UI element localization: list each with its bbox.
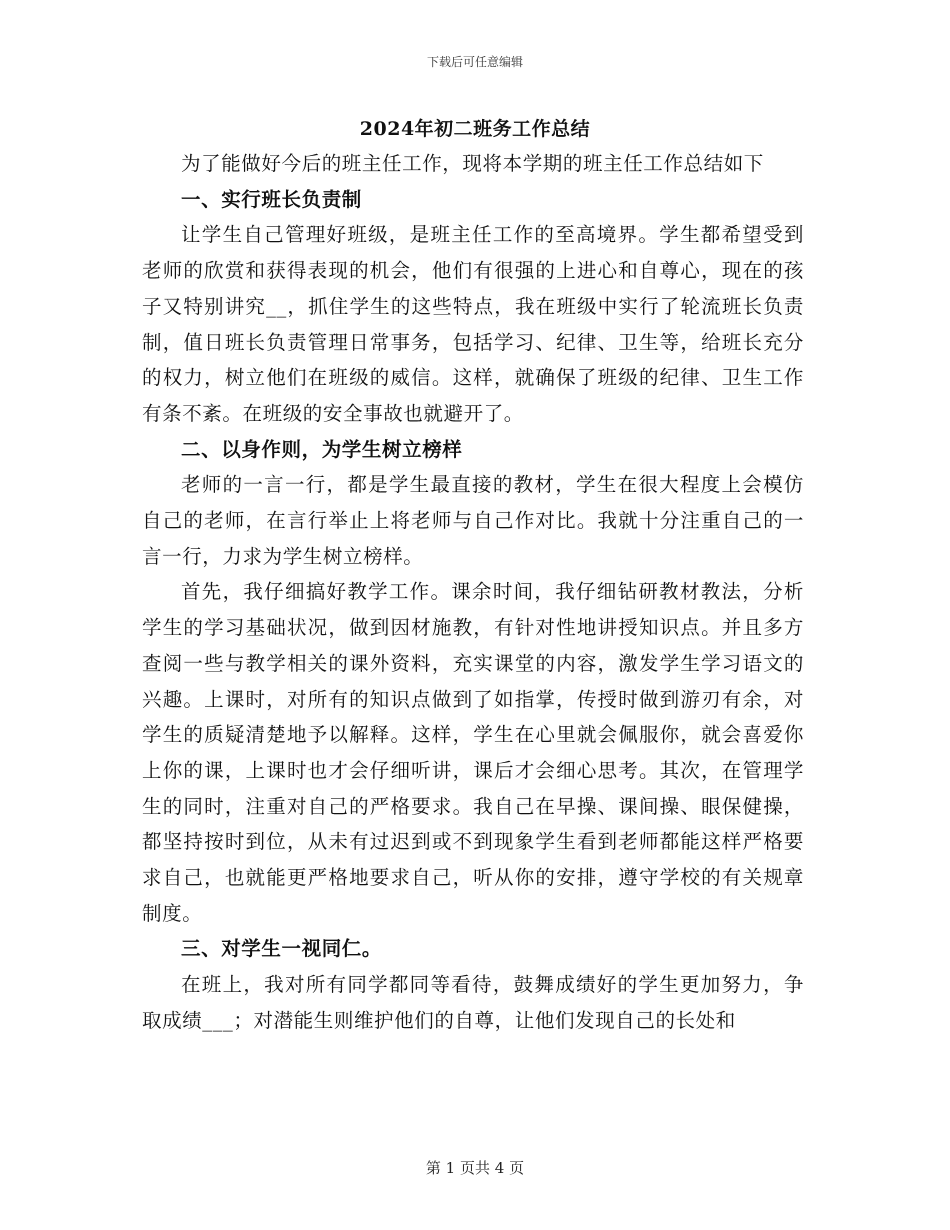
section-1-paragraph-1: 让学生自己管理好班级，是班主任工作的至高境界。学生都希望受到老师的欣赏和获得表现的机会，他们有很强的上进心和自尊心，现在的孩子又特别讲究__，抓住学生的这些特点，我在班级中实行了轮流班长负责制，值日班长负责管理日常事务，包括学习、纪律、卫生等，给班长充分的权力，树立他们在班级的威信。这样，就确保了班级的纪律、卫生工作有条不紊。在班级的安全事故也就避开了。	[142, 223, 804, 425]
section-2-paragraph-2: 首先，我仔细搞好教学工作。课余时间，我仔细钻研教材教法，分析学生的学习基础状况，做到因材施教，有针对性地讲授知识点。并且多方查阅一些与教学相关的课外资料，充实课堂的内容，激发学生学习语文的兴趣。上课时，对所有的知识点做到了如指掌，传授时做到游刃有余，对学生的质疑清楚地予以解释。这样，学生在心里就会佩服你，就会喜爱你上你的课，上课时也才会仔细听讲，课后才会细心思考。其次，在管理学生的同时，注重对自己的严格要求。我自己在早操、课间操、眼保健操，都坚持按时到位，从未有过迟到或不到现象学生看到老师都能这样严格要求自己，也就能更严格地要求自己，听从你的安排，遵守学校的有关规章制度。	[142, 580, 804, 925]
page-number-footer: 第 1 页共 4 页	[425, 1159, 525, 1177]
section-2-paragraph-1: 老师的一言一行，都是学生最直接的教材，学生在很大程度上会模仿自己的老师，在言行举止上将老师与自己作对比。我就十分注重自己的一言一行，力求为学生树立榜样。	[142, 473, 804, 568]
document-body	[142, 146, 804, 1039]
header-note: 下载后可任意编辑	[426, 55, 523, 69]
intro-paragraph: 为了能做好今后的班主任工作，现将本学期的班主任工作总结如下	[181, 152, 764, 175]
section-heading-2: 二、以身作则，为学生树立榜样	[181, 437, 463, 461]
section-3-paragraph-1: 在班上，我对所有同学都同等看待，鼓舞成绩好的学生更加努力，争取成绩___；对潜能生则维护他们的自尊，让他们发现自己的长处和	[142, 973, 804, 1032]
section-heading-3: 三、对学生一视同仁。	[181, 937, 383, 961]
document-title: 2024年初二班务工作总结	[359, 118, 591, 140]
section-heading-1: 一、实行班长负责制	[181, 187, 362, 211]
